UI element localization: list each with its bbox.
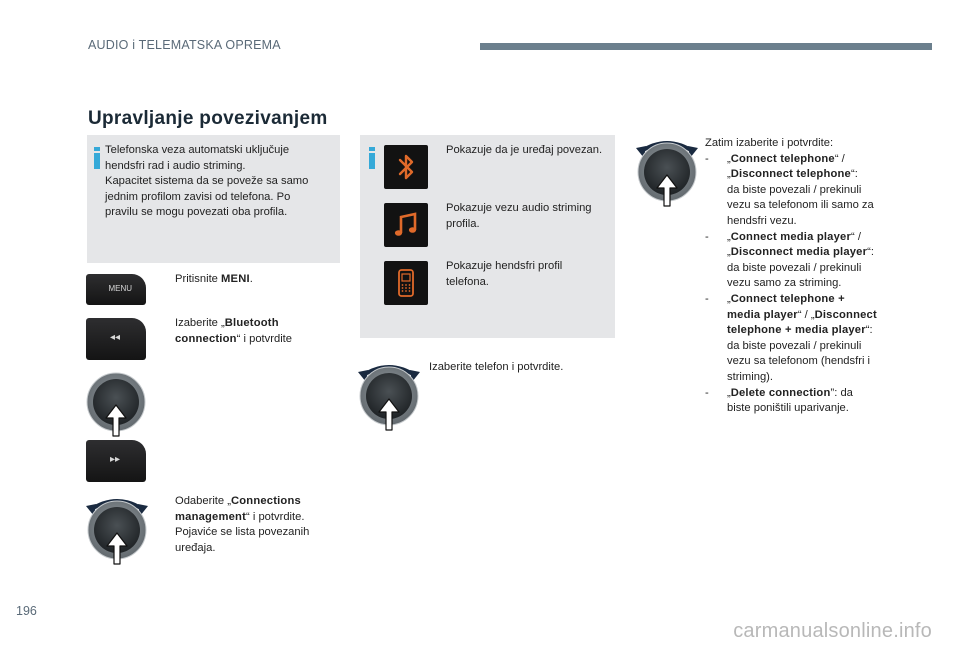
watermark: carmanualsonline.info (733, 620, 932, 642)
option-connect-telephone-media: - „Connect telephone + media player“ / „Disconnect telephone + media player“: da biste povezali / prekinuli vezu sa telefonom (hendsfri i striming). (705, 292, 877, 383)
step-press-menu: Pritisnite MENI. (175, 273, 253, 285)
info-text: Telefonska veza automatski uključuje hendsfri rad i audio striming. Kapacitet sistema da se poveže sa samo jednim profilom zavisi od telefona. Po pravilu se mogu povezati oba profila. (105, 144, 309, 219)
music-status-text: Pokazuje vezu audio striming profila. (446, 202, 592, 230)
step-select-bluetooth: Izaberite „Bluetooth connection“ i potvrdite (175, 317, 293, 345)
rewind-icon: ◂◂ (110, 332, 121, 343)
music-icon (384, 203, 428, 247)
phone-icon (384, 261, 428, 305)
step-select-phone: Izaberite telefon i potvrdite. (429, 361, 564, 373)
info-icon (94, 147, 100, 171)
forward-button[interactable] (86, 440, 146, 482)
step-connections-management: Odaberite „Connections management“ i potvrdite. Pojaviće se lista povezanih uređaja. (175, 495, 310, 554)
option-connect-telephone: - „Connect telephone“ / „Disconnect telephone“: da biste povezali / prekinuli vezu sa telefonom ili samo za hendsfri vezu. (705, 152, 874, 227)
rotary-knob-rotate-press[interactable] (84, 494, 150, 566)
rotary-knob-confirm[interactable] (634, 136, 700, 208)
rotary-knob-select-phone[interactable] (356, 360, 422, 432)
bluetooth-status-text: Pokazuje da je uređaj povezan. (446, 144, 603, 156)
phone-status-text: Pokazuje hendsfri profil telefona. (446, 260, 563, 288)
options-intro: Zatim izaberite i potvrdite: (705, 137, 834, 149)
option-connect-media-player: - „Connect media player“ / „Disconnect media player“: da biste povezali / prekinuli vezu samo za striming. (705, 230, 874, 290)
menu-button-label: MENU (108, 284, 132, 293)
forward-icon: ▸▸ (110, 454, 121, 465)
page-title: Upravljanje povezivanjem (88, 108, 328, 129)
info-box-connection (87, 135, 340, 263)
option-delete-connection: - „Delete connection”: da biste poništili uparivanje. (705, 386, 853, 415)
info-icon (369, 147, 375, 171)
page-number: 196 (16, 604, 37, 618)
bluetooth-icon (384, 145, 428, 189)
section-title: AUDIO i TELEMATSKA OPREMA (88, 38, 281, 52)
rotary-knob-press[interactable] (86, 372, 146, 438)
header-bar (480, 43, 932, 50)
info-box-status-icons (360, 135, 615, 338)
rewind-button[interactable] (86, 318, 146, 360)
menu-button[interactable] (86, 274, 146, 305)
options-list (705, 136, 905, 417)
